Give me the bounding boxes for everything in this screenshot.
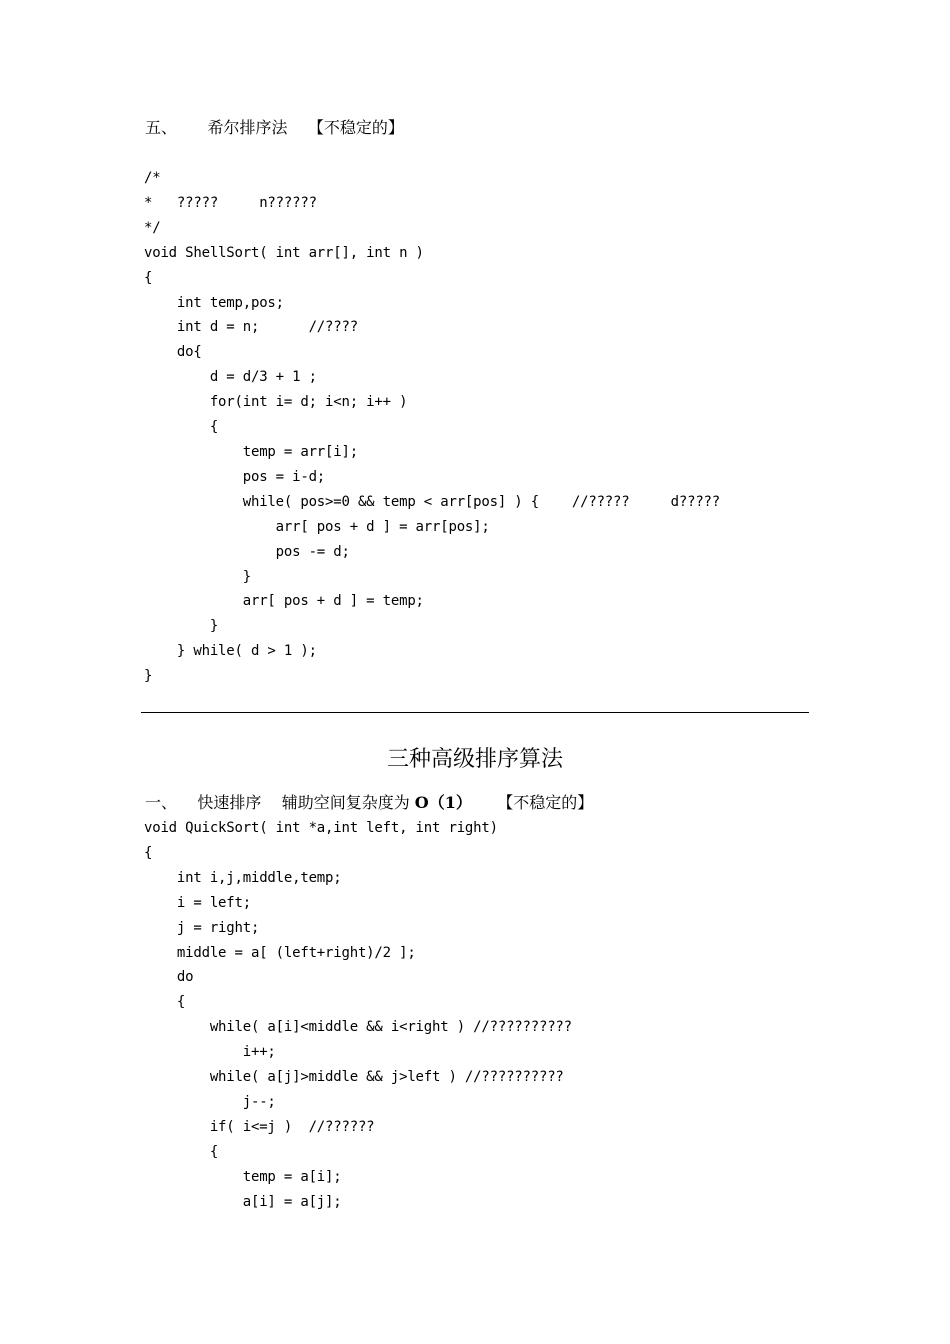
quick-sort-heading-prefix: 一、 快速排序 辅助空间复杂度为 bbox=[145, 793, 415, 812]
quick-sort-heading bbox=[145, 791, 593, 815]
shell-sort-code-block: /* * ????? n?????? */ void ShellSort( int arr[], int n ) { int temp,pos; int d = n; //???? do{ d = d/3 + 1 ; for(int i= d; i<n; i++ ) { temp = arr[i]; pos = i-d; while( pos>=0 && temp < arr[pos] ) { //????? d????? arr[ pos + d ] = arr[pos]; pos -= d; } arr[ pos + d ] = temp; } } while( d > 1 ); } bbox=[144, 170, 721, 685]
quick-sort-complexity: O（1） bbox=[414, 793, 472, 812]
shell-sort-heading: 五、 希尔排序法 【不稳定的】 bbox=[145, 118, 404, 137]
advanced-sorting-title: 三种高级排序算法 bbox=[386, 747, 563, 772]
quick-sort-heading-suffix: 【不稳定的】 bbox=[471, 793, 594, 812]
quick-sort-code-block: void QuickSort( int *a,int left, int right) { int i,j,middle,temp; i = left; j = right; middle = a[ (left+right)/2 ]; do { while( a[i]<middle && i<right ) //?????????? i++; while( a[j]>middle && j>left ) //?????????? j--; if( i<=j ) //?????? { temp = a[i]; a[i] = a[j]; bbox=[144, 820, 572, 1210]
section-divider bbox=[141, 712, 809, 713]
